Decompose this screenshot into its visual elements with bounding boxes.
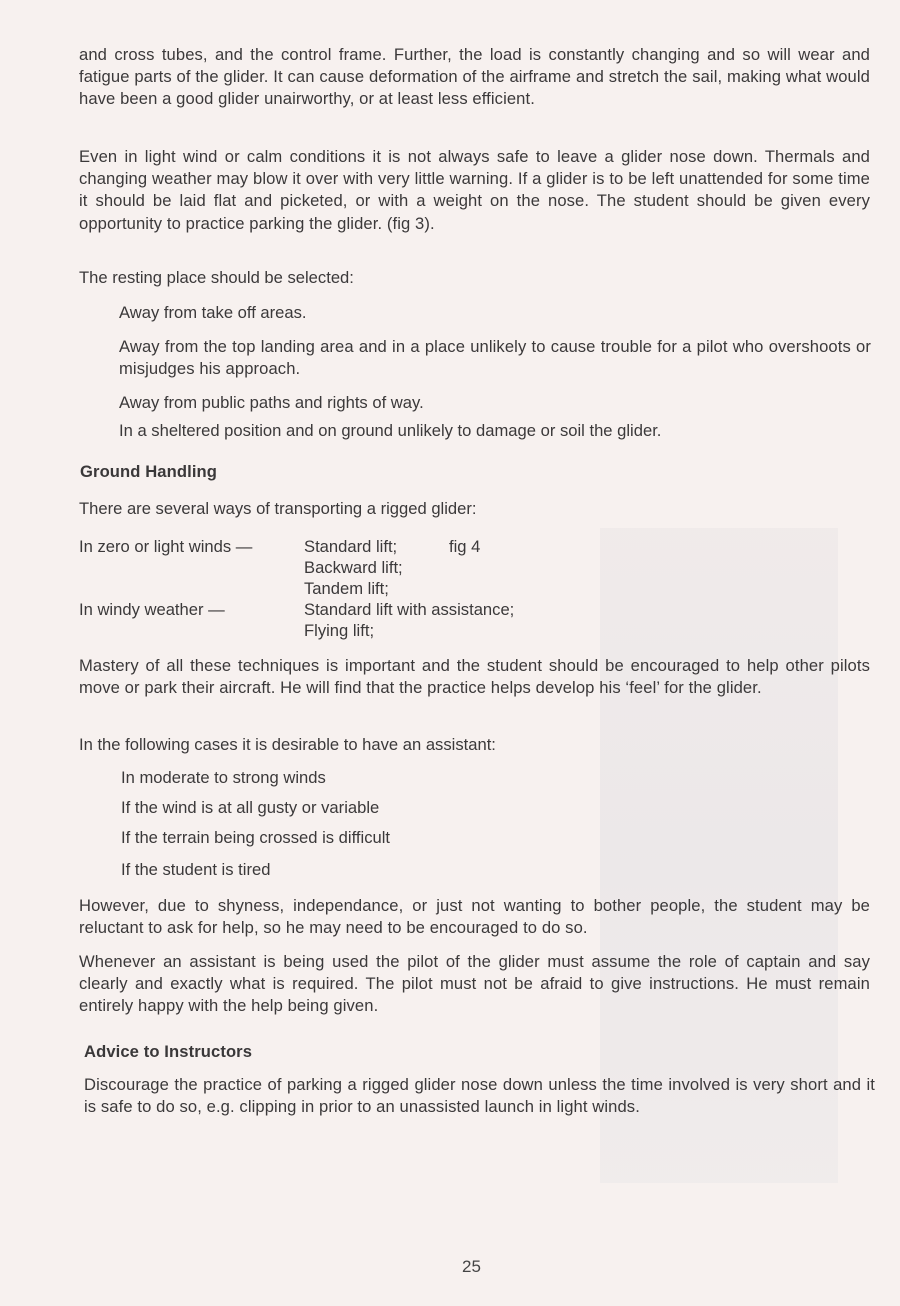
condition-label: In windy weather — bbox=[79, 600, 225, 619]
assistant-intro: In the following cases it is desirable to have an assistant: bbox=[79, 735, 496, 754]
section-heading-advice-to-instructors: Advice to Instructors bbox=[84, 1042, 253, 1061]
mastery-paragraph: Mastery of all these techniques is important and the student should be encouraged to help other pilots move or park their aircraft. He will find that the practice helps develop his ‘feel’ for the glider. bbox=[79, 656, 870, 698]
method-item: Standard lift; bbox=[304, 537, 398, 556]
list-item: In moderate to strong winds bbox=[121, 768, 326, 787]
intro-paragraph: and cross tubes, and the control frame. Further, the load is constantly changing and so will wear and fatigue parts of the glider. It can cause deformation of the airframe and stretch the sail, making what would have been a good glider unairworthy, or at least less efficient. bbox=[79, 45, 870, 109]
list-item: In a sheltered position and on ground unlikely to damage or soil the glider. bbox=[119, 421, 662, 440]
list-item: Away from take off areas. bbox=[119, 303, 307, 322]
method-item: Flying lift; bbox=[304, 621, 375, 640]
calm-conditions-paragraph: Even in light wind or calm conditions it is not always safe to leave a glider nose down. Thermals and changing weather may blow it over with very little warning. If a glider is to be left unattended for some time it should be laid flat and picketed, or with a weight on the nose. The student should be given every opportunity to practice parking the glider. (fig 3). bbox=[79, 147, 870, 233]
list-item: Away from the top landing area and in a place unlikely to cause trouble for a pilot who overshoots or misjudges his approach. bbox=[119, 337, 871, 379]
advice-paragraph: Discourage the practice of parking a rigged glider nose down unless the time involved is very short and it is safe to do so, e.g. clipping in prior to an unassisted launch in light winds. bbox=[84, 1075, 875, 1117]
shyness-paragraph: However, due to shyness, independance, or just not wanting to bother people, the student may be reluctant to ask for help, so he may need to be encouraged to do so. bbox=[79, 896, 870, 938]
list-item: If the terrain being crossed is difficult bbox=[121, 828, 391, 847]
condition-label: In zero or light winds — bbox=[79, 537, 253, 556]
list-item: If the student is tired bbox=[121, 860, 271, 879]
page-number: 25 bbox=[462, 1257, 481, 1276]
ground-handling-intro: There are several ways of transporting a rigged glider: bbox=[79, 499, 477, 518]
method-item: Standard lift with assistance; bbox=[304, 600, 515, 619]
list-item: Away from public paths and rights of way. bbox=[119, 393, 424, 412]
captain-paragraph: Whenever an assistant is being used the pilot of the glider must assume the role of captain and say clearly and exactly what is required. The pilot must not be afraid to give instructions. He must remain entirely happy with the help being given. bbox=[79, 952, 870, 1016]
figure-reference: fig 4 bbox=[449, 537, 481, 556]
method-item: Backward lift; bbox=[304, 558, 403, 577]
resting-place-intro: The resting place should be selected: bbox=[79, 268, 354, 287]
list-item: If the wind is at all gusty or variable bbox=[121, 798, 380, 817]
method-item: Tandem lift; bbox=[304, 579, 389, 598]
section-heading-ground-handling: Ground Handling bbox=[80, 462, 217, 481]
